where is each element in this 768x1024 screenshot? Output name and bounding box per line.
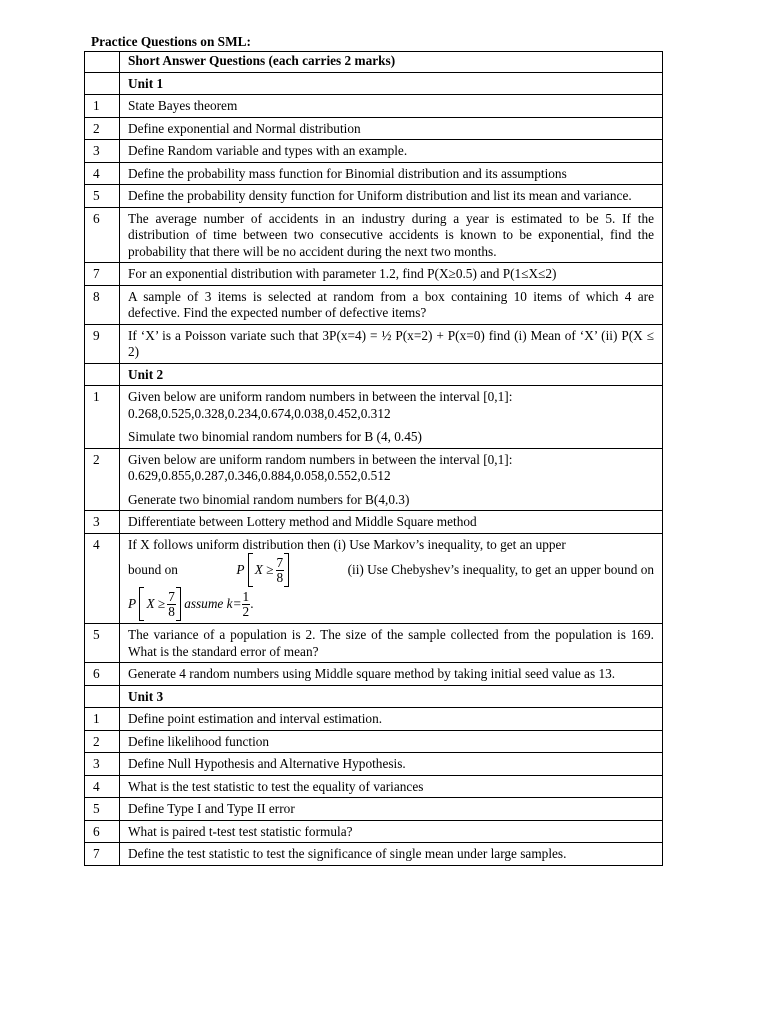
question-row [85, 708, 663, 731]
question-number: 3 [85, 140, 120, 163]
random-numbers: 0.629,0.855,0.287,0.346,0.884,0.058,0.552,0.512 [128, 468, 391, 483]
question-text: Define Type I and Type II error [120, 798, 663, 821]
question-number: 8 [85, 285, 120, 324]
question-text [120, 386, 663, 449]
unit-2-label: Unit 2 [120, 363, 663, 386]
question-row [85, 624, 663, 663]
question-text: A sample of 3 items is selected at random from a box containing 10 items of which 4 are defective. Find the expected number of defective items? [120, 285, 663, 324]
question-text: Define point estimation and interval estimation. [120, 708, 663, 731]
unit-row [85, 72, 663, 95]
question-number: 5 [85, 185, 120, 208]
question-text: Differentiate between Lottery method and Middle Square method [120, 511, 663, 534]
question-text: Generate 4 random numbers using Middle square method by taking initial seed value as 13. [120, 663, 663, 686]
question-row [85, 386, 663, 449]
question-text: What is paired t-test test statistic formula? [120, 820, 663, 843]
question-text: Define the test statistic to test the significance of single mean under large samples. [120, 843, 663, 866]
question-number: 2 [85, 730, 120, 753]
random-numbers: 0.268,0.525,0.328,0.234,0.674,0.038,0.452,0.312 [128, 405, 391, 421]
question-text [120, 448, 663, 511]
question-line: If X follows uniform distribution then (i) Use Markov’s inequality, to get an upper [128, 536, 566, 552]
question-line: Generate two binomial random numbers for B(4,0.3) [128, 491, 410, 507]
question-row [85, 511, 663, 534]
question-number: 1 [85, 708, 120, 731]
question-row [85, 730, 663, 753]
page-title: Practice Questions on SML: [91, 34, 251, 49]
question-row [85, 843, 663, 866]
question-text: Define Null Hypothesis and Alternative Hypothesis. [120, 753, 663, 776]
question-line: Given below are uniform random numbers in between the interval [0,1]: [128, 389, 513, 404]
math-expression: P X ≥ $\frac{7}{8}$ assume k= $\frac{1}{2}$ . [128, 587, 254, 621]
question-number: 5 [85, 798, 120, 821]
question-row [85, 775, 663, 798]
question-row [85, 533, 663, 624]
question-text: State Bayes theorem [120, 95, 663, 118]
question-row [85, 140, 663, 163]
question-number: 7 [85, 263, 120, 286]
question-row [85, 820, 663, 843]
question-number: 6 [85, 820, 120, 843]
question-text: If X follows uniform distribution then (i) Use Markov’s inequality, to get an upper bound on P X ≥ $\frac{7}{8}$ (ii) Use Chebyshev’s inequality, to get an upper bound on P X ≥ $\frac{7}{8}$ assume k= $\frac{1}{2}$ . [120, 533, 663, 624]
questions-table [84, 51, 663, 866]
question-text: What is the test statistic to test the equality of variances [120, 775, 663, 798]
question-text: Define the probability mass function for Binomial distribution and its assumptions [120, 162, 663, 185]
question-row [85, 753, 663, 776]
question-row [85, 117, 663, 140]
question-row [85, 162, 663, 185]
question-number: 3 [85, 511, 120, 534]
unit-row [85, 685, 663, 708]
question-text: If ‘X’ is a Poisson variate such that 3P(x=4) = ½ P(x=2) + P(x=0) find (i) Mean of ‘X’ (ii) P(X ≤ 2) [120, 324, 663, 363]
unit-3-label: Unit 3 [120, 685, 663, 708]
question-row [85, 663, 663, 686]
question-number: 5 [85, 624, 120, 663]
question-line: Given below are uniform random numbers in between the interval [0,1]: [128, 451, 513, 467]
question-number: 6 [85, 663, 120, 686]
question-number: 1 [85, 95, 120, 118]
question-number: 7 [85, 843, 120, 866]
question-number: 1 [85, 386, 120, 449]
question-text: The average number of accidents in an industry during a year is estimated to be 5. If the distribution of time between two consecutive accidents is known to be exponential, find the probability that there will be no accident during the next two months. [120, 207, 663, 263]
question-number: 4 [85, 775, 120, 798]
question-row [85, 263, 663, 286]
question-row [85, 95, 663, 118]
question-row [85, 324, 663, 363]
header-num-cell [85, 52, 120, 73]
question-number: 4 [85, 162, 120, 185]
question-number: 6 [85, 207, 120, 263]
question-text: Define Random variable and types with an example. [120, 140, 663, 163]
unit-row [85, 363, 663, 386]
table-header: Short Answer Questions (each carries 2 marks) [120, 52, 663, 73]
question-number: 3 [85, 753, 120, 776]
question-row [85, 185, 663, 208]
question-row [85, 798, 663, 821]
table-header-row [85, 52, 663, 73]
question-text: Define likelihood function [120, 730, 663, 753]
question-text: The variance of a population is 2. The size of the sample collected from the population is 169. What is the standard error of mean? [120, 624, 663, 663]
question-number: 2 [85, 448, 120, 511]
question-row [85, 448, 663, 511]
question-number: 9 [85, 324, 120, 363]
question-number: 4 [85, 533, 120, 624]
question-number: 2 [85, 117, 120, 140]
question-row [85, 207, 663, 263]
question-row [85, 285, 663, 324]
question-text: Define the probability density function for Uniform distribution and list its mean and variance. [120, 185, 663, 208]
math-expression: P X ≥ $\frac{7}{8}$ [236, 553, 289, 587]
question-text: For an exponential distribution with parameter 1.2, find P(X≥0.5) and P(1≤X≤2) [120, 263, 663, 286]
unit-1-label: Unit 1 [120, 72, 663, 95]
question-line: Simulate two binomial random numbers for B (4, 0.45) [128, 429, 422, 444]
question-text: Define exponential and Normal distribution [120, 117, 663, 140]
